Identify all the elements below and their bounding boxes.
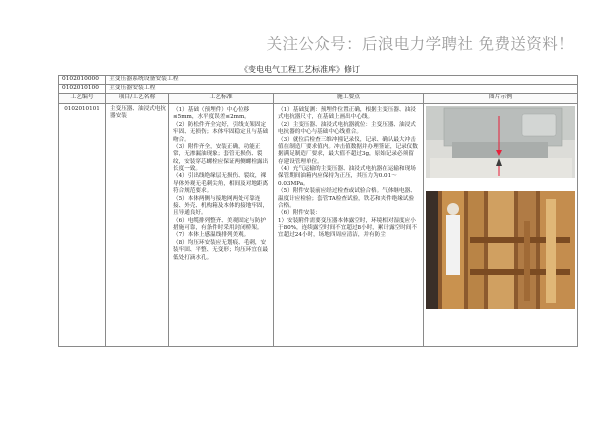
standard-item: （4）引出线绝缘层无损伤、裂纹，裸导体外观无毛刺尖角，相间及对地距离符合规范要求。 [173, 173, 269, 195]
standard-item: （5）本体两侧与接地网两处可靠连接、外壳、机构箱及本体的接地牢固，且导通良好。 [173, 195, 269, 217]
point-item: （4）充气运输的主变压器、油浸式电抗器在运输和现场保管期间油箱内应保持为正压，其压力为0.01～0.03MPa。 [278, 166, 416, 187]
standard-text [169, 104, 274, 347]
column-header-row [59, 94, 578, 104]
standard-item: （2）防松件齐全完好，引线支架固定牢固、无损伤；本体牢固稳定且与基础吻合。 [173, 121, 269, 143]
subcategory-row [59, 85, 578, 94]
process-standard-table [58, 75, 578, 347]
column-header: 工艺编号 [59, 94, 106, 104]
watermark-text: 关注公众号：后浪电力学聘社 免费送资料！ [266, 35, 574, 53]
point-item: （6）附件安装： [278, 210, 321, 217]
transformer-placement-photo [426, 106, 575, 178]
category-code: 0102010000 [59, 76, 106, 85]
column-header: 工艺标准 [169, 94, 274, 104]
standard-item: （6）电缆排列整齐、美观固定与防护措施可靠，有条件时采用封闭桥架。 [173, 217, 267, 231]
category-name: 主变压器系统设备安装工程 [106, 76, 578, 85]
point-item: （2）主变压器、油浸式电抗器就位：主变压器、油浸式电抗器的中心与基础中心线重合。 [278, 121, 416, 136]
category-row [59, 76, 578, 85]
column-header: 项目/工艺名称 [106, 94, 169, 104]
winding-installation-illustration [426, 191, 575, 309]
transformer-winding-photo [426, 191, 575, 309]
column-header: 图片示例 [424, 94, 578, 104]
point-item: （5）附件安装前应经过检查或试验合格。气体继电器、温度计应检验；套管TA检查试验，铁芯和夹件绝缘试验合格。 [278, 188, 416, 209]
document-title: 《变电电气工程工艺标准库》修订 [240, 65, 360, 74]
point-item: （3）就位后检查三维冲撞记录仪，记录、确认最大冲击值在制造厂要求值内。冲击值数据并办理签证，记录仪数据满足制造厂要求，最大值不超过3g，原始记录必须留存建设管理单位。 [278, 136, 418, 165]
transformer-base-illustration [426, 106, 575, 178]
standard-item: （1）基础（预埋件）中心位移≤5mm，水平度误差≤2mm。 [173, 107, 250, 121]
point-item: （1）基础复测：预埋件位置正确，根据主变压器、油浸式电抗器尺寸，在基础上画出中心线。 [278, 107, 416, 121]
column-header: 施工要点 [274, 94, 424, 104]
table-row [59, 104, 578, 347]
standard-item: （8）均压环安装应无划痕、毛刺，安装牢固、平整、无变形；均压环宜在最低处打滴水孔。 [173, 239, 269, 261]
process-code: 0102010101 [59, 104, 106, 347]
process-name: 主变压器、油浸式电抗器安装 [106, 104, 169, 347]
standard-item: （3）附件齐全，安装正确，功能正常，无渗漏油现象；套管无损伤、裂纹，安装穿芯螺栓应保证两侧螺栓露出长度一致。 [173, 143, 269, 172]
standard-item: （7）本体上感温线排列美观。 [173, 232, 250, 239]
construction-points-text [274, 104, 424, 347]
subcategory-code: 0102010100 [59, 85, 106, 94]
subcategory-name: 主变压器安装工程 [106, 85, 578, 94]
example-image-cell [424, 104, 578, 347]
point-item: 1）安装附件需要变压器本体露空时，环境相对湿度应小于80%，连续露空时间不宜超过8小时，累计露空时间不宜超过24小时，场地四周应清洁，并有防尘 [278, 217, 418, 239]
